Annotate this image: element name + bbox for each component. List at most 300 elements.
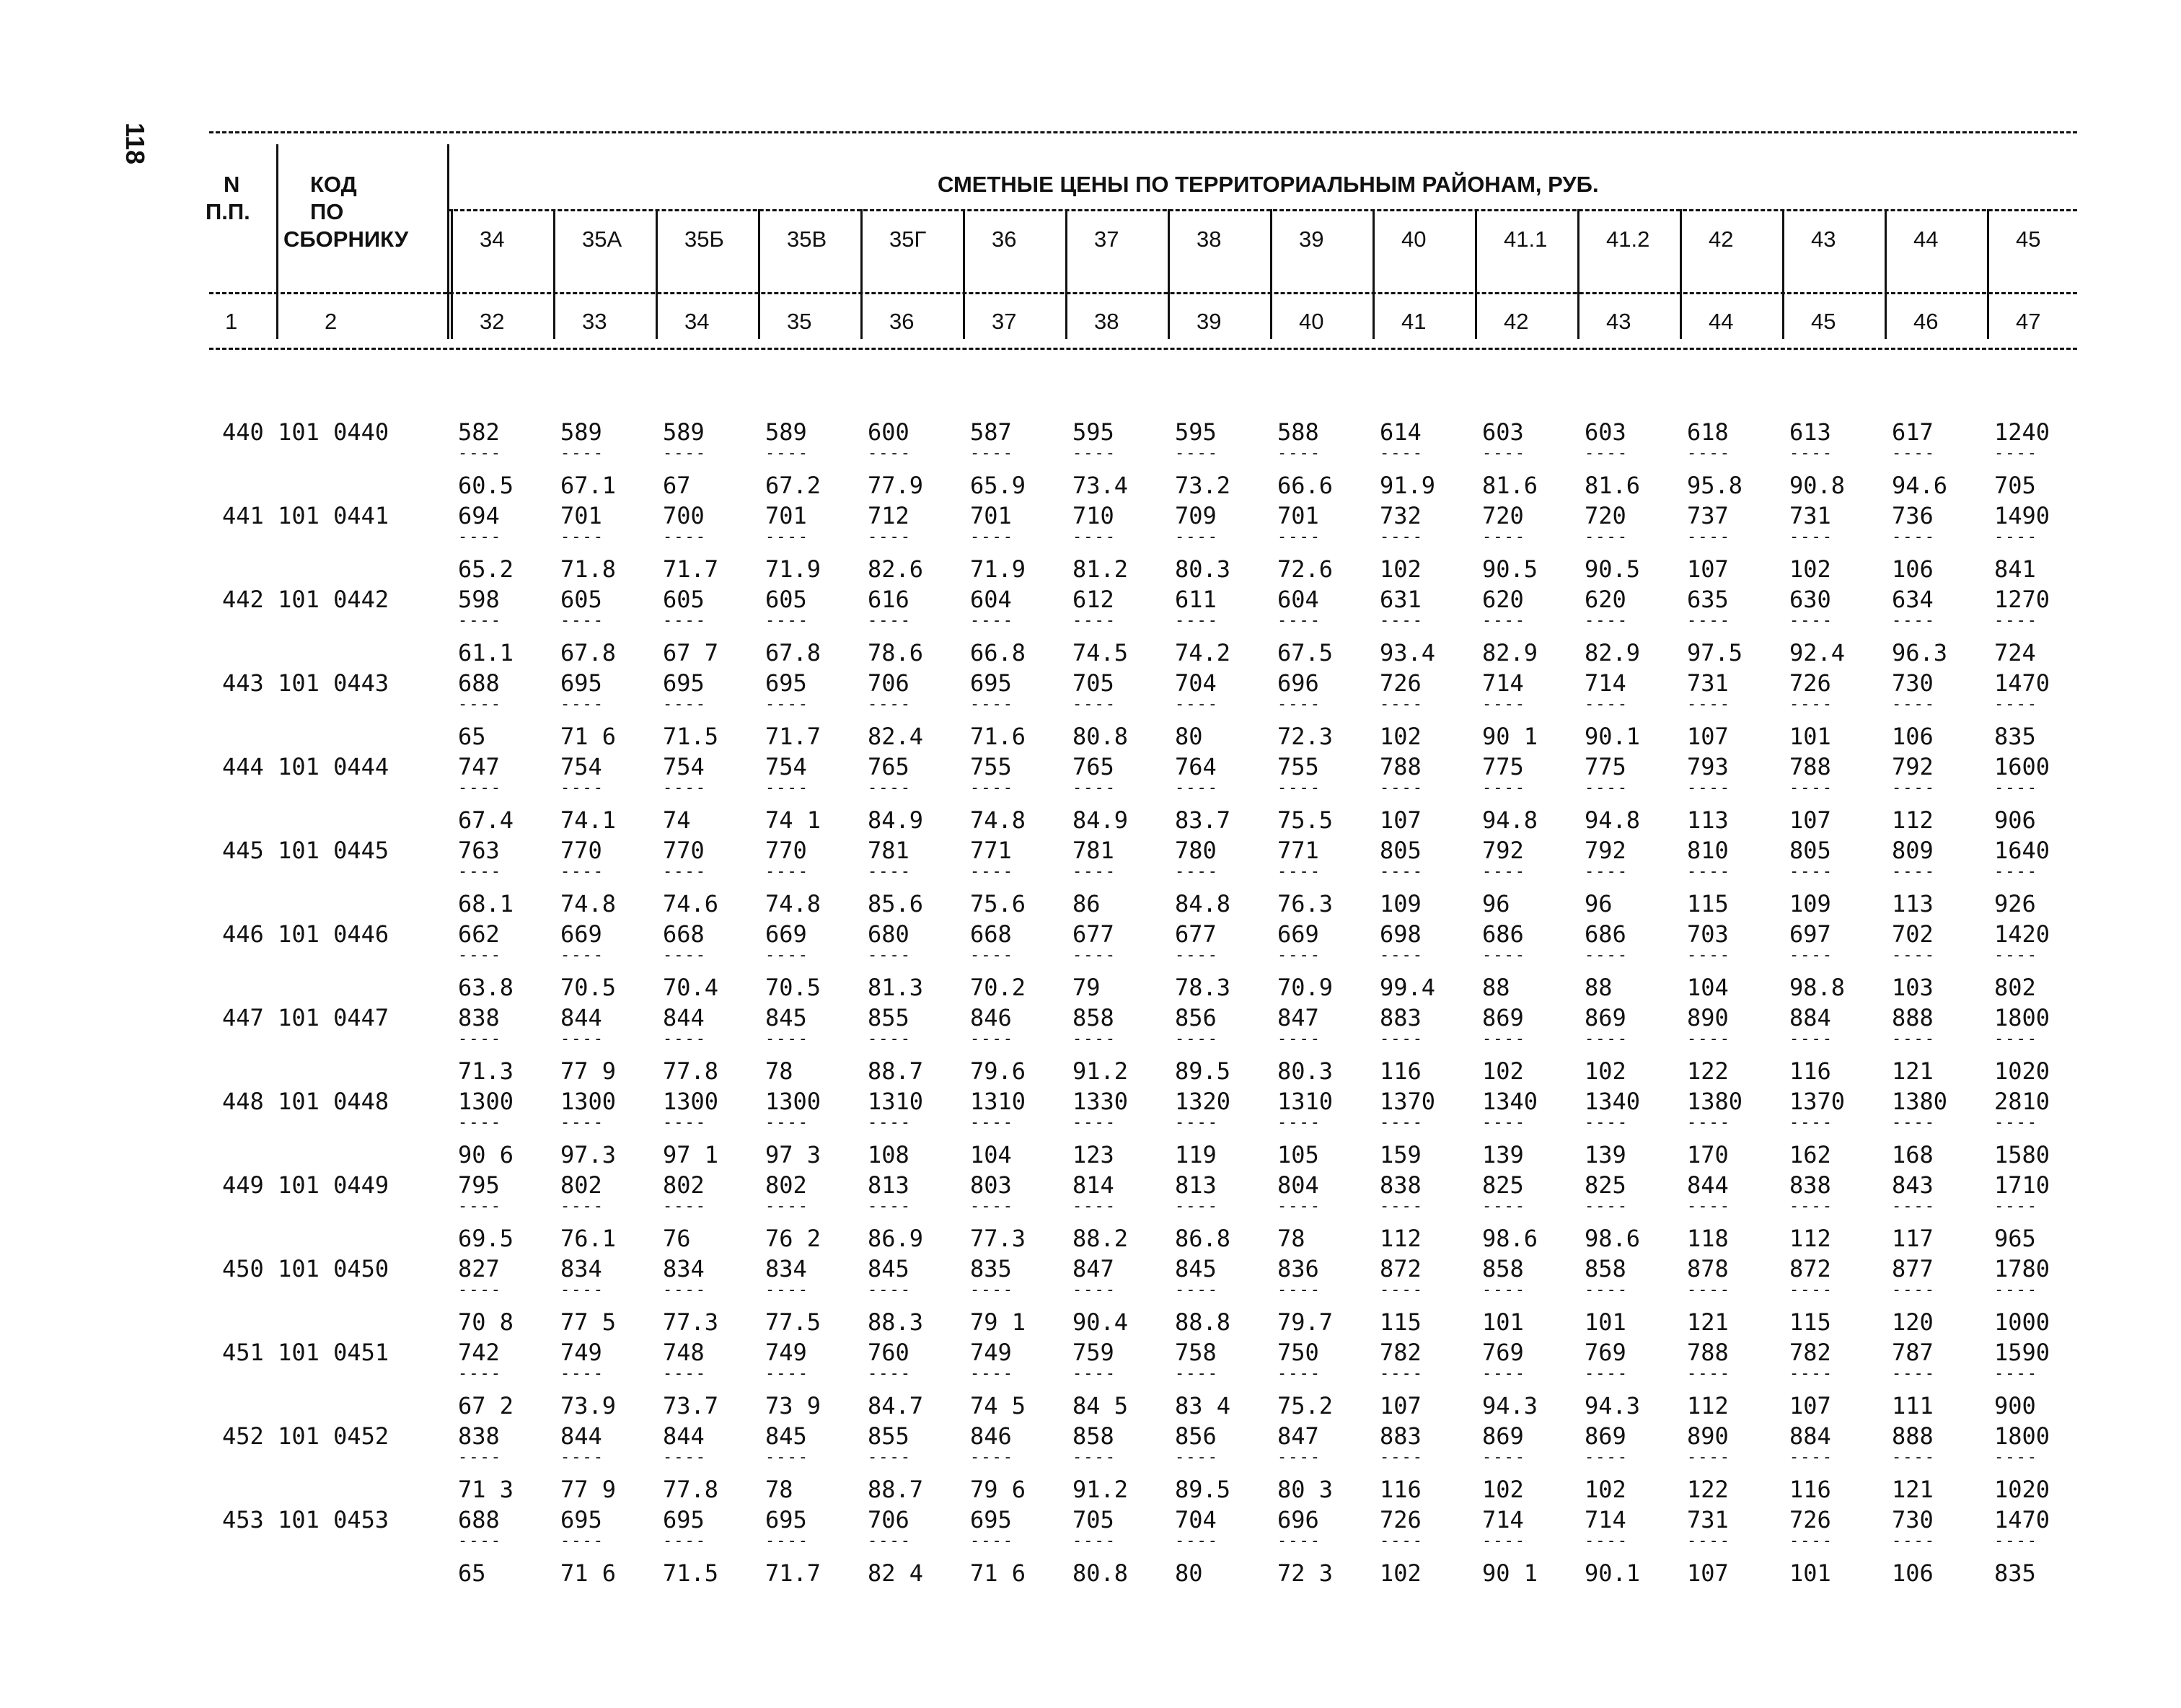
row-label: 448 101 0448 [222, 1088, 389, 1115]
fraction-line: ---- [1175, 1114, 1219, 1132]
price-top: 712 [868, 502, 909, 529]
price-bottom: 71.7 [765, 1559, 821, 1587]
fraction-line: ---- [560, 863, 604, 881]
region-label: 35Г [889, 226, 927, 252]
fraction-line: ---- [1175, 612, 1219, 630]
price-bottom: 90.5 [1482, 555, 1538, 583]
fraction-line: ---- [1072, 946, 1116, 964]
price-bottom: 118 [1687, 1225, 1729, 1252]
region-label: 35В [787, 226, 827, 252]
price-bottom: 77.3 [663, 1308, 719, 1336]
price-bottom: 78 [1277, 1225, 1305, 1252]
price-bottom: 83 4 [1175, 1392, 1231, 1419]
fraction-line: ---- [1994, 946, 2038, 964]
price-bottom: 77.8 [663, 1476, 719, 1503]
fraction-line: ---- [1789, 444, 1833, 462]
column-divider [758, 209, 760, 339]
fraction-line: ---- [1482, 1030, 1526, 1048]
price-bottom: 105 [1277, 1141, 1319, 1168]
region-label: 39 [1299, 226, 1324, 252]
price-bottom: 101 [1789, 723, 1831, 750]
fraction-line: ---- [970, 528, 1014, 546]
price-bottom: 71.3 [458, 1057, 514, 1085]
price-top: 589 [765, 418, 807, 446]
fraction-line: ---- [1585, 612, 1629, 630]
price-bottom: 67.4 [458, 806, 514, 834]
price-bottom: 70.9 [1277, 974, 1334, 1001]
price-top: 787 [1892, 1339, 1934, 1366]
price-bottom: 109 [1380, 890, 1422, 917]
fraction-line: ---- [1175, 444, 1219, 462]
fraction-line: ---- [1687, 695, 1731, 713]
row-label: 445 101 0445 [222, 837, 389, 864]
column-divider [553, 209, 555, 339]
price-bottom: 78 [765, 1476, 793, 1503]
price-bottom: 71.9 [970, 555, 1026, 583]
price-bottom: 77.9 [868, 472, 924, 499]
column-number: 36 [889, 309, 915, 334]
price-bottom: 116 [1789, 1476, 1831, 1503]
price-top: 605 [765, 586, 807, 613]
price-bottom: 75.5 [1277, 806, 1334, 834]
price-bottom: 97 3 [765, 1141, 821, 1168]
price-top: 770 [765, 837, 807, 864]
price-top: 775 [1585, 753, 1626, 780]
fraction-line: ---- [1072, 1365, 1116, 1383]
price-bottom: 63.8 [458, 974, 514, 1001]
price-bottom: 97 1 [663, 1141, 719, 1168]
fraction-line: ---- [663, 779, 707, 797]
price-bottom: 102 [1482, 1476, 1524, 1503]
price-bottom: 67 [663, 472, 691, 499]
price-top: 754 [560, 753, 602, 780]
price-bottom: 965 [1994, 1225, 2036, 1252]
price-top: 1310 [970, 1088, 1026, 1115]
price-bottom: 91.9 [1380, 472, 1436, 499]
row-label: 447 101 0447 [222, 1004, 389, 1031]
price-top: 611 [1175, 586, 1217, 613]
row-label: 450 101 0450 [222, 1255, 389, 1282]
price-top: 702 [1892, 920, 1934, 948]
price-bottom: 77.5 [765, 1308, 821, 1336]
fraction-line: ---- [1789, 528, 1833, 546]
fraction-line: ---- [1687, 612, 1731, 630]
price-top: 695 [970, 669, 1012, 697]
fraction-line: ---- [1482, 1365, 1526, 1383]
price-top: 780 [1175, 837, 1217, 864]
column-number: 32 [480, 309, 505, 334]
fraction-line: ---- [1994, 1532, 2038, 1550]
fraction-line: ---- [765, 946, 809, 964]
price-top: 731 [1687, 1506, 1729, 1533]
fraction-line: ---- [458, 946, 502, 964]
price-top: 754 [765, 753, 807, 780]
fraction-line: ---- [765, 1281, 809, 1299]
column-number: 37 [992, 309, 1017, 334]
price-bottom: 108 [868, 1141, 909, 1168]
price-bottom: 116 [1380, 1476, 1422, 1503]
price-bottom: 70.2 [970, 974, 1026, 1001]
price-top: 834 [663, 1255, 705, 1282]
price-top: 847 [1072, 1255, 1114, 1282]
price-top: 704 [1175, 1506, 1217, 1533]
price-bottom: 83.7 [1175, 806, 1231, 834]
fraction-line: ---- [1892, 779, 1936, 797]
price-bottom: 97.3 [560, 1141, 617, 1168]
price-bottom: 71.5 [663, 1559, 719, 1587]
price-bottom: 102 [1585, 1476, 1626, 1503]
row-label: 452 101 0452 [222, 1422, 389, 1450]
price-bottom: 67.5 [1277, 639, 1334, 666]
price-bottom: 122 [1687, 1057, 1729, 1085]
price-bottom: 98.8 [1789, 974, 1846, 1001]
fraction-line: ---- [1789, 695, 1833, 713]
header-subtitle-rule [447, 209, 2077, 211]
price-bottom: 120 [1892, 1308, 1934, 1336]
fraction-line: ---- [868, 695, 912, 713]
price-top: 792 [1482, 837, 1524, 864]
fraction-line: ---- [1380, 1030, 1424, 1048]
price-bottom: 139 [1585, 1141, 1626, 1168]
price-bottom: 70.5 [765, 974, 821, 1001]
price-top: 726 [1380, 1506, 1422, 1533]
fraction-line: ---- [765, 1030, 809, 1048]
price-top: 696 [1277, 669, 1319, 697]
price-bottom: 123 [1072, 1141, 1114, 1168]
fraction-line: ---- [1072, 1030, 1116, 1048]
fraction-line: ---- [1175, 1448, 1219, 1466]
price-bottom: 106 [1892, 723, 1934, 750]
fraction-line: ---- [1380, 1114, 1424, 1132]
fraction-line: ---- [458, 695, 502, 713]
fraction-line: ---- [1277, 1365, 1321, 1383]
region-label: 40 [1401, 226, 1427, 252]
fraction-line: ---- [1380, 695, 1424, 713]
fraction-line: ---- [1892, 1532, 1936, 1550]
fraction-line: ---- [1380, 1448, 1424, 1466]
price-top: 858 [1072, 1004, 1114, 1031]
price-top: 714 [1482, 1506, 1524, 1533]
fraction-line: ---- [1994, 779, 2038, 797]
price-top: 589 [663, 418, 705, 446]
price-top: 847 [1277, 1004, 1319, 1031]
row-label: 451 101 0451 [222, 1339, 389, 1366]
price-top: 883 [1380, 1004, 1422, 1031]
price-top: 793 [1687, 753, 1729, 780]
price-top: 605 [560, 586, 602, 613]
fraction-line: ---- [1585, 528, 1629, 546]
fraction-line: ---- [1687, 1532, 1731, 1550]
fraction-line: ---- [1994, 1114, 2038, 1132]
price-bottom: 88 [1585, 974, 1613, 1001]
price-bottom: 88 [1482, 974, 1510, 1001]
fraction-line: ---- [1277, 444, 1321, 462]
fraction-line: ---- [765, 1114, 809, 1132]
price-top: 612 [1072, 586, 1114, 613]
price-top: 755 [1277, 753, 1319, 780]
fraction-line: ---- [1789, 1281, 1833, 1299]
price-top: 737 [1687, 502, 1729, 529]
price-top: 765 [1072, 753, 1114, 780]
fraction-line: ---- [1789, 1448, 1833, 1466]
price-bottom: 724 [1994, 639, 2036, 666]
price-top: 1600 [1994, 753, 2050, 780]
fraction-line: ---- [1994, 528, 2038, 546]
price-top: 706 [868, 1506, 909, 1533]
fraction-line: ---- [1994, 1030, 2038, 1048]
fraction-line: ---- [663, 528, 707, 546]
fraction-line: ---- [1380, 1281, 1424, 1299]
price-bottom: 115 [1380, 1308, 1422, 1336]
column-divider [1373, 209, 1375, 339]
price-top: 698 [1380, 920, 1422, 948]
price-top: 1310 [1277, 1088, 1334, 1115]
fraction-line: ---- [1994, 1448, 2038, 1466]
fraction-line: ---- [1892, 444, 1936, 462]
fraction-line: ---- [1277, 863, 1321, 881]
fraction-line: ---- [1380, 1197, 1424, 1215]
price-top: 616 [868, 586, 909, 613]
fraction-line: ---- [1687, 1030, 1731, 1048]
price-bottom: 926 [1994, 890, 2036, 917]
price-bottom: 94.3 [1585, 1392, 1641, 1419]
row-label: 453 101 0453 [222, 1506, 389, 1533]
price-bottom: 67 2 [458, 1392, 514, 1419]
fraction-line: ---- [1175, 1532, 1219, 1550]
fraction-line: ---- [1687, 444, 1731, 462]
fraction-line: ---- [1687, 1197, 1731, 1215]
fraction-line: ---- [765, 695, 809, 713]
price-top: 788 [1789, 753, 1831, 780]
price-top: 890 [1687, 1422, 1729, 1450]
region-label: 35Б [684, 226, 724, 252]
price-bottom: 84.9 [868, 806, 924, 834]
price-bottom: 71.8 [560, 555, 617, 583]
price-bottom: 81.6 [1482, 472, 1538, 499]
price-top: 605 [663, 586, 705, 613]
price-top: 769 [1482, 1339, 1524, 1366]
fraction-line: ---- [1585, 695, 1629, 713]
column-divider [1270, 209, 1272, 339]
fraction-line: ---- [765, 779, 809, 797]
price-top: 836 [1277, 1255, 1319, 1282]
price-top: 838 [458, 1422, 500, 1450]
price-bottom: 74 [663, 806, 691, 834]
price-bottom: 82 4 [868, 1559, 924, 1587]
price-top: 847 [1277, 1422, 1319, 1450]
price-top: 635 [1687, 586, 1729, 613]
fraction-line: ---- [1072, 444, 1116, 462]
price-bottom: 107 [1789, 1392, 1831, 1419]
price-top: 1270 [1994, 586, 2050, 613]
price-bottom: 72.6 [1277, 555, 1334, 583]
fraction-line: ---- [1482, 528, 1526, 546]
fraction-line: ---- [1892, 695, 1936, 713]
price-bottom: 80 [1175, 723, 1203, 750]
price-bottom: 74.8 [560, 890, 617, 917]
price-bottom: 96 [1482, 890, 1510, 917]
price-bottom: 106 [1892, 555, 1934, 583]
fraction-line: ---- [458, 528, 502, 546]
price-top: 884 [1789, 1004, 1831, 1031]
price-bottom: 112 [1892, 806, 1934, 834]
fraction-line: ---- [663, 946, 707, 964]
price-bottom: 84 5 [1072, 1392, 1129, 1419]
column-number: 38 [1094, 309, 1119, 334]
price-top: 788 [1380, 753, 1422, 780]
price-bottom: 75.6 [970, 890, 1026, 917]
price-top: 600 [868, 418, 909, 446]
price-top: 803 [970, 1171, 1012, 1199]
price-bottom: 75.2 [1277, 1392, 1334, 1419]
price-bottom: 65 [458, 723, 486, 750]
price-bottom: 80 [1175, 1559, 1203, 1587]
price-top: 749 [560, 1339, 602, 1366]
fraction-line: ---- [560, 695, 604, 713]
price-bottom: 1020 [1994, 1476, 2050, 1503]
fraction-line: ---- [765, 1532, 809, 1550]
price-bottom: 98.6 [1482, 1225, 1538, 1252]
column-number: 46 [1913, 309, 1939, 334]
price-top: 620 [1585, 586, 1626, 613]
price-bottom: 102 [1380, 723, 1422, 750]
price-top: 1340 [1585, 1088, 1641, 1115]
price-top: 843 [1892, 1171, 1934, 1199]
price-top: 855 [868, 1004, 909, 1031]
price-bottom: 96.3 [1892, 639, 1948, 666]
price-top: 705 [1072, 669, 1114, 697]
fraction-line: ---- [1994, 612, 2038, 630]
row-label: 446 101 0446 [222, 920, 389, 948]
price-top: 714 [1585, 669, 1626, 697]
price-top: 726 [1789, 1506, 1831, 1533]
price-bottom: 107 [1789, 806, 1831, 834]
price-bottom: 73.7 [663, 1392, 719, 1419]
price-top: 869 [1482, 1422, 1524, 1450]
price-bottom: 159 [1380, 1141, 1422, 1168]
price-bottom: 89.5 [1175, 1476, 1231, 1503]
region-label: 41.2 [1606, 226, 1650, 252]
price-top: 696 [1277, 1506, 1319, 1533]
price-bottom: 88.8 [1175, 1308, 1231, 1336]
fraction-line: ---- [1175, 1197, 1219, 1215]
price-bottom: 111 [1892, 1392, 1934, 1419]
price-top: 869 [1585, 1422, 1626, 1450]
price-top: 795 [458, 1171, 500, 1199]
price-bottom: 71.7 [765, 723, 821, 750]
fraction-line: ---- [458, 1030, 502, 1048]
price-top: 1420 [1994, 920, 2050, 948]
price-top: 810 [1687, 837, 1729, 864]
price-bottom: 82.6 [868, 555, 924, 583]
region-label: 41.1 [1504, 226, 1548, 252]
price-bottom: 80.3 [1175, 555, 1231, 583]
price-top: 695 [765, 1506, 807, 1533]
price-top: 710 [1072, 502, 1114, 529]
price-top: 884 [1789, 1422, 1831, 1450]
column-divider [1065, 209, 1067, 339]
fraction-line: ---- [1687, 1448, 1731, 1466]
price-top: 688 [458, 669, 500, 697]
price-bottom: 705 [1994, 472, 2036, 499]
price-top: 694 [458, 502, 500, 529]
fraction-line: ---- [663, 444, 707, 462]
price-bottom: 86 [1072, 890, 1101, 917]
price-top: 856 [1175, 1422, 1217, 1450]
fraction-line: ---- [1687, 946, 1731, 964]
fraction-line: ---- [560, 1197, 604, 1215]
price-bottom: 73.4 [1072, 472, 1129, 499]
fraction-line: ---- [1380, 1532, 1424, 1550]
price-bottom: 1020 [1994, 1057, 2050, 1085]
price-bottom: 71 6 [560, 723, 617, 750]
fraction-line: ---- [1994, 695, 2038, 713]
fraction-line: ---- [560, 1365, 604, 1383]
header-pp: П.П. [206, 199, 250, 224]
header-num-2: 2 [325, 309, 338, 334]
price-bottom: 71 6 [970, 1559, 1026, 1587]
price-top: 838 [1789, 1171, 1831, 1199]
fraction-line: ---- [663, 1532, 707, 1550]
price-bottom: 94.8 [1585, 806, 1641, 834]
fraction-line: ---- [560, 1030, 604, 1048]
region-label: 42 [1709, 226, 1734, 252]
price-top: 677 [1175, 920, 1217, 948]
price-top: 827 [458, 1255, 500, 1282]
fraction-line: ---- [1482, 946, 1526, 964]
price-bottom: 79 [1072, 974, 1101, 1001]
price-bottom: 90 1 [1482, 1559, 1538, 1587]
fraction-line: ---- [1072, 1448, 1116, 1466]
price-bottom: 80.8 [1072, 1559, 1129, 1587]
fraction-line: ---- [1892, 1281, 1936, 1299]
column-divider [451, 209, 453, 339]
price-bottom: 77.8 [663, 1057, 719, 1085]
price-bottom: 90.1 [1585, 723, 1641, 750]
price-top: 688 [458, 1506, 500, 1533]
fraction-line: ---- [1789, 863, 1833, 881]
fraction-line: ---- [970, 1114, 1014, 1132]
fraction-line: ---- [970, 695, 1014, 713]
fraction-line: ---- [458, 444, 502, 462]
price-bottom: 112 [1687, 1392, 1729, 1419]
column-divider [1475, 209, 1477, 339]
fraction-line: ---- [458, 1448, 502, 1466]
price-bottom: 104 [1687, 974, 1729, 1001]
price-bottom: 168 [1892, 1141, 1934, 1168]
price-bottom: 80.3 [1277, 1057, 1334, 1085]
price-bottom: 121 [1687, 1308, 1729, 1336]
column-divider [1885, 209, 1887, 339]
fraction-line: ---- [1072, 863, 1116, 881]
fraction-line: ---- [1892, 1030, 1936, 1048]
price-bottom: 76.3 [1277, 890, 1334, 917]
price-bottom: 101 [1789, 1559, 1831, 1587]
price-bottom: 86.9 [868, 1225, 924, 1252]
price-top: 1490 [1994, 502, 2050, 529]
fraction-line: ---- [1687, 1365, 1731, 1383]
price-top: 765 [868, 753, 909, 780]
price-top: 872 [1380, 1255, 1422, 1282]
price-top: 754 [663, 753, 705, 780]
price-bottom: 74 1 [765, 806, 821, 834]
price-top: 758 [1175, 1339, 1217, 1366]
fraction-line: ---- [970, 946, 1014, 964]
price-top: 614 [1380, 418, 1422, 446]
price-top: 697 [1789, 920, 1831, 948]
price-top: 686 [1482, 920, 1524, 948]
price-bottom: 84.9 [1072, 806, 1129, 834]
